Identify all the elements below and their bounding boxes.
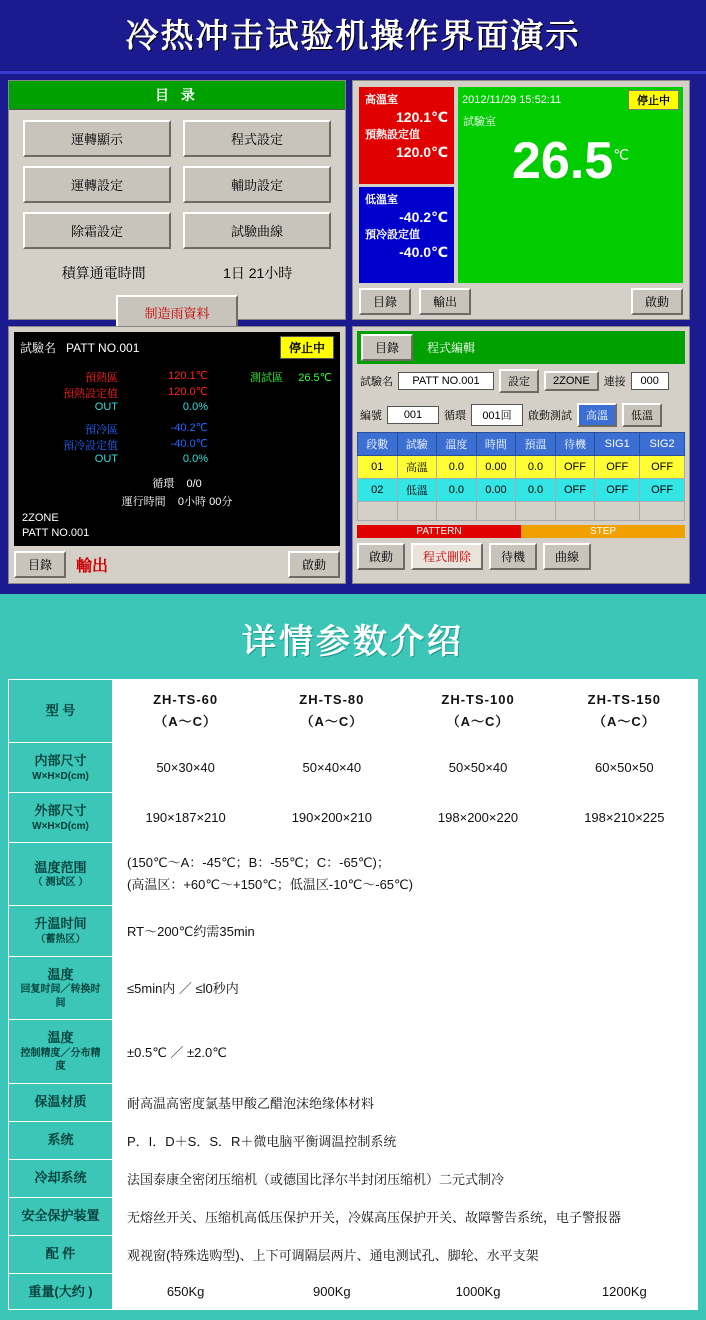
- run-readout-area: [14, 363, 340, 546]
- run-row3-value: -40.2℃: [170, 422, 208, 434]
- cell-sig2: OFF: [640, 456, 685, 479]
- run-test-zone-label: 測試區: [249, 372, 283, 384]
- spec-cell: 190×187×210: [113, 793, 259, 843]
- menu-panel-body: [9, 110, 345, 340]
- hot-preset-label: 預熱設定值: [365, 129, 420, 141]
- spec-cell-span: 法国泰康全密闭压缩机（或德国比泽尔半封闭压缩机）二元式制冷: [113, 1159, 698, 1197]
- table-row[interactable]: [358, 456, 685, 479]
- spec-cell: 1000Kg: [405, 1273, 551, 1310]
- run-row0-label: 預熱區: [85, 372, 118, 384]
- spec-cell-span: ≤5min内 ／ ≤l0秒内: [113, 956, 698, 1020]
- run-output-button[interactable]: 輸出: [76, 558, 109, 575]
- run-row1-label: 預熱設定值: [63, 388, 118, 400]
- spec-cell: 900Kg: [259, 1273, 405, 1310]
- spec-cell-line: (150℃～A：-45℃；B：-55℃；C：-65℃)；: [127, 855, 390, 871]
- col-time: 時間: [476, 433, 516, 456]
- run-row4-value: -40.0℃: [170, 438, 208, 450]
- cold-chamber-label: 低溫室: [365, 193, 398, 206]
- run-cycle-value: 0/0: [186, 478, 202, 490]
- cell-empty: [516, 502, 556, 521]
- accumulated-hours-value: 1日 21小時: [223, 265, 293, 281]
- hot-chamber-value: 120.1℃: [396, 109, 448, 125]
- program-start-button[interactable]: 啟動: [357, 543, 405, 570]
- program-name-label: 試驗名: [360, 376, 393, 388]
- program-curve-button[interactable]: 曲線: [543, 543, 591, 570]
- col-temp: 溫度: [437, 433, 477, 456]
- hot-chamber-label: 高溫室: [365, 94, 398, 106]
- program-name-row: [357, 364, 685, 398]
- run-cycle-label: 循環: [152, 478, 175, 490]
- cell-empty: [437, 502, 477, 521]
- hmi-area: [0, 74, 706, 594]
- spec-model-4-name: ZH-TS-150: [587, 692, 661, 707]
- cold-chamber-value: -40.2℃: [399, 208, 448, 225]
- cell-empty: [555, 502, 595, 521]
- spec-model-1-name: ZH-TS-60: [153, 692, 219, 707]
- run-menu-button[interactable]: 目錄: [14, 551, 66, 578]
- program-hot-button[interactable]: 高溫: [577, 403, 617, 427]
- menu-panel: [8, 80, 346, 320]
- spec-cell: 50×30×40: [113, 743, 259, 793]
- pattern-bar-label: PATTERN: [357, 525, 521, 538]
- run-row0-extra: [208, 369, 332, 385]
- monitor-footer: [359, 288, 683, 315]
- spec-title: 详情参数介绍: [242, 623, 464, 661]
- run-panel-footer: [14, 546, 340, 578]
- monitor-timestamp: 2012/11/29 15:52:11: [462, 94, 562, 106]
- run-row5-label: OUT: [94, 453, 118, 465]
- monitor-status-bar: [458, 87, 683, 113]
- monitor-status-badge: 停止中: [628, 90, 679, 110]
- table-row[interactable]: [358, 502, 685, 521]
- monitor-panel: [352, 80, 690, 320]
- run-row2-value: 0.0%: [182, 401, 208, 413]
- spec-cell: 50×40×40: [259, 743, 405, 793]
- spec-row-label: 安全保护装置: [9, 1197, 113, 1235]
- spec-model-2: [259, 680, 405, 743]
- spec-row-label: [9, 906, 113, 956]
- spec-cell: 650Kg: [113, 1273, 259, 1310]
- program-start-test-label: 啟動測試: [528, 410, 572, 422]
- cell-standby: OFF: [555, 479, 595, 502]
- step-bar-label: STEP: [521, 525, 685, 538]
- spec-model-3-suffix: （A～C）: [446, 714, 510, 730]
- spec-section: [0, 594, 706, 1320]
- spec-row-label: [9, 743, 113, 793]
- cold-chamber-readout: [359, 187, 454, 284]
- accumulated-hours-row: [23, 263, 331, 283]
- program-cycle-input[interactable]: 001回: [471, 404, 523, 426]
- run-runtime-value: 0小時 00分: [177, 496, 233, 508]
- menu-button-defrost-setting[interactable]: 除霜設定: [23, 212, 171, 249]
- program-number-row: [357, 398, 685, 432]
- spec-cell-span: 观视窗(特殊选购型)、上下可调隔层两片、通电测试孔、脚轮、水平支架: [113, 1235, 698, 1273]
- run-zone-info: [22, 511, 89, 540]
- hot-chamber-readout: [359, 87, 454, 184]
- cell-pretemp: 0.0: [516, 479, 556, 502]
- run-cycle-row: [22, 475, 332, 491]
- cell-time: 0.00: [476, 479, 516, 502]
- spec-row-label-text: 温度范围: [34, 859, 87, 875]
- table-row: [9, 956, 698, 1020]
- monitor-top: [359, 87, 683, 283]
- col-standby: 待機: [555, 433, 595, 456]
- spec-row-label-text: 温度: [47, 966, 74, 982]
- run-test-name-label: 試驗名: [20, 341, 57, 355]
- cell-temp: 0.0: [437, 479, 477, 502]
- cold-preset-value: -40.0℃: [399, 243, 448, 260]
- col-sig1: SIG1: [595, 433, 640, 456]
- spec-row-label-sub: W×H×D(cm): [32, 820, 89, 832]
- run-readout-row: [22, 369, 332, 385]
- cell-empty: [640, 502, 685, 521]
- spec-row-label: 冷却系统: [9, 1159, 113, 1197]
- table-row: [9, 793, 698, 843]
- maker-data-button[interactable]: 制造雨資料: [116, 295, 237, 330]
- run-row2-label: OUT: [94, 401, 118, 413]
- program-standby-button[interactable]: 待機: [489, 543, 537, 570]
- menu-button-aux-setting[interactable]: 輔助設定: [183, 166, 331, 203]
- table-row: [9, 1235, 698, 1273]
- spec-row-label: 系统: [9, 1121, 113, 1159]
- run-test-zone-value: 26.5℃: [298, 372, 332, 384]
- program-zone-button[interactable]: 2ZONE: [544, 371, 599, 391]
- spec-header-row: [9, 680, 698, 743]
- col-test: 試驗: [397, 433, 437, 456]
- program-delete-button[interactable]: 程式刪除: [411, 543, 483, 570]
- monitor-temp-unit: ℃: [613, 146, 629, 163]
- spec-row-label: 保温材质: [9, 1083, 113, 1121]
- spec-model-4: [551, 680, 697, 743]
- run-panel-header: [14, 332, 340, 363]
- spec-model-4-suffix: （A～C）: [592, 714, 656, 730]
- monitor-menu-button[interactable]: 目錄: [359, 288, 411, 315]
- spec-cell-span: P．I．D＋S．S．R＋微电脑平衡调温控制系统: [113, 1121, 698, 1159]
- spec-row-label: [9, 843, 113, 906]
- spec-row-label-text: 外部尺寸: [34, 803, 87, 819]
- run-readout-row: [22, 437, 332, 453]
- spec-row-label-text: 内部尺寸: [34, 753, 87, 769]
- monitor-main-display: [458, 87, 683, 283]
- program-menu-tab[interactable]: 目錄: [361, 334, 413, 361]
- cell-sig1: OFF: [595, 456, 640, 479]
- page-banner: [0, 0, 706, 74]
- cell-empty: [358, 502, 398, 521]
- run-test-name-value: PATT NO.001: [66, 341, 140, 355]
- spec-model-2-name: ZH-TS-80: [299, 692, 365, 707]
- cell-sig2: OFF: [640, 479, 685, 502]
- cold-preset-label: 預冷設定值: [365, 228, 420, 241]
- run-cycle-block: [22, 475, 332, 509]
- run-row5-value: 0.0%: [182, 453, 208, 465]
- menu-button-run-display[interactable]: 運轉顯示: [23, 120, 171, 157]
- hot-preset-value: 120.0℃: [396, 144, 448, 160]
- program-link-input[interactable]: 000: [631, 372, 669, 390]
- spec-cell-span: 耐高温高密度氯基甲酸乙醋泡沫绝缘体材料: [113, 1083, 698, 1121]
- monitor-temperature-value: [458, 132, 683, 190]
- spec-cell: 1200Kg: [551, 1273, 697, 1310]
- pattern-step-bar: [357, 525, 685, 538]
- spec-cell: 190×200×210: [259, 793, 405, 843]
- spec-cell-span: [113, 843, 698, 906]
- program-cold-button[interactable]: 低溫: [622, 403, 662, 427]
- run-runtime-row: [22, 493, 332, 509]
- run-row1-value: 120.0℃: [168, 386, 208, 398]
- spec-model-1: [113, 680, 259, 743]
- menu-button-run-setting[interactable]: 運轉設定: [23, 166, 171, 203]
- spec-model-3: [405, 680, 551, 743]
- table-row: [9, 1159, 698, 1197]
- spec-cell-span: ±0.5℃ ／ ±2.0℃: [113, 1020, 698, 1084]
- monitor-temp-number: 26.5: [512, 132, 614, 190]
- table-row: [9, 906, 698, 956]
- menu-panel-header: 目 录: [9, 81, 345, 110]
- monitor-side-readouts: [359, 87, 454, 283]
- run-start-button[interactable]: 啟動: [288, 551, 340, 578]
- run-readout-row: [22, 453, 332, 465]
- run-readout-row: [22, 385, 332, 401]
- run-runtime-label: 運行時間: [121, 496, 166, 508]
- run-readout-row: [22, 401, 332, 413]
- spec-cell-span: RT～200℃约需35min: [113, 906, 698, 956]
- program-step-table: [357, 432, 685, 521]
- menu-button-grid: [23, 120, 331, 249]
- cell-empty: [595, 502, 640, 521]
- program-edit-panel: [352, 326, 690, 584]
- cell-step: 01: [358, 456, 398, 479]
- cell-empty: [397, 502, 437, 521]
- accumulated-hours-label: 積算通電時間: [61, 265, 146, 281]
- cell-time: 0.00: [476, 456, 516, 479]
- spec-row-label: 重量(大约 ): [9, 1273, 113, 1310]
- monitor-output-button[interactable]: 輸出: [419, 288, 471, 315]
- cell-pretemp: 0.0: [516, 456, 556, 479]
- run-test-name: [20, 339, 280, 356]
- program-step-header-row: [358, 433, 685, 456]
- run-panel: [8, 326, 346, 584]
- spec-model-2-suffix: （A～C）: [300, 714, 364, 730]
- cell-temp: 0.0: [437, 456, 477, 479]
- run-readout-row: [22, 421, 332, 437]
- spec-model-1-suffix: （A～C）: [154, 714, 217, 730]
- run-status-badge: 停止中: [280, 336, 334, 359]
- spec-row-label-sub: 控制精度／分布精度: [20, 1047, 101, 1073]
- program-link-label: 連接: [603, 376, 626, 388]
- spec-row-label-text: 升温时间: [34, 916, 87, 932]
- spec-cell: 60×50×50: [551, 743, 697, 793]
- spec-row-label: [9, 1020, 113, 1084]
- program-cycle-label: 循環: [444, 410, 466, 422]
- table-row: [9, 1121, 698, 1159]
- run-row4-label: 預冷設定值: [63, 440, 118, 452]
- table-row: [9, 1273, 698, 1310]
- spec-row-label-sub: 回复时间／转换时间: [20, 984, 101, 1009]
- table-row[interactable]: [358, 479, 685, 502]
- spec-row-label: [9, 793, 113, 843]
- program-number-input[interactable]: 001: [387, 406, 439, 424]
- col-sig2: SIG2: [640, 433, 685, 456]
- col-pretemp: 預溫: [516, 433, 556, 456]
- spec-row-label-sub: （蓄热区）: [35, 934, 86, 946]
- menu-button-test-curve[interactable]: 試驗曲線: [183, 212, 331, 249]
- table-row: [9, 843, 698, 906]
- cell-step: 02: [358, 479, 398, 502]
- table-row: [9, 1197, 698, 1235]
- cell-standby: OFF: [555, 456, 595, 479]
- spec-row-label-text: 温度: [47, 1030, 74, 1046]
- spec-model-label: 型 号: [9, 680, 113, 743]
- spec-cell: 198×200×220: [405, 793, 551, 843]
- program-setting-button[interactable]: 設定: [499, 369, 539, 393]
- run-zone-mode: 2ZONE: [22, 512, 59, 525]
- table-row: [9, 743, 698, 793]
- spec-cell-span: 无熔丝开关、压缩机高低压保护开关，冷媒高压保护开关、故障警告系统，电子警报器: [113, 1197, 698, 1235]
- run-row3-label: 預冷區: [85, 424, 118, 436]
- maker-button-wrap: [23, 295, 331, 330]
- monitor-room-label: 試驗室: [463, 116, 496, 128]
- program-name-input[interactable]: PATT NO.001: [398, 372, 494, 390]
- spec-cell: 50×50×40: [405, 743, 551, 793]
- spec-table: [8, 679, 698, 1310]
- table-row: [9, 1083, 698, 1121]
- spec-cell: 198×210×225: [551, 793, 697, 843]
- col-step: 段數: [358, 433, 398, 456]
- spec-row-label-sub: W×H×D(cm): [32, 770, 89, 782]
- program-tab-bar: [357, 331, 685, 364]
- cell-test: 低溫: [397, 479, 437, 502]
- program-edit-title: 程式編輯: [427, 341, 476, 355]
- spec-cell-line: (高温区：+60℃～+150℃；低温区-10℃～-65℃): [127, 877, 413, 893]
- spec-row-label: 配 件: [9, 1235, 113, 1273]
- run-pattern-name: PATT NO.001: [22, 526, 90, 539]
- table-row: [9, 1020, 698, 1084]
- program-number-label: 編號: [360, 410, 382, 422]
- monitor-start-button[interactable]: 啟動: [631, 288, 683, 315]
- page-title: 冷热冲击试验机操作界面演示: [125, 17, 581, 54]
- spec-row-label-sub: （ 测试区 ）: [32, 877, 89, 889]
- cell-sig1: OFF: [595, 479, 640, 502]
- spec-row-label: [9, 956, 113, 1020]
- spec-model-3-name: ZH-TS-100: [441, 692, 515, 707]
- cell-test: 高溫: [397, 456, 437, 479]
- program-footer: [357, 538, 685, 570]
- run-row0-value: 120.1℃: [168, 370, 208, 382]
- cell-empty: [476, 502, 516, 521]
- menu-button-program-setting[interactable]: 程式設定: [183, 120, 331, 157]
